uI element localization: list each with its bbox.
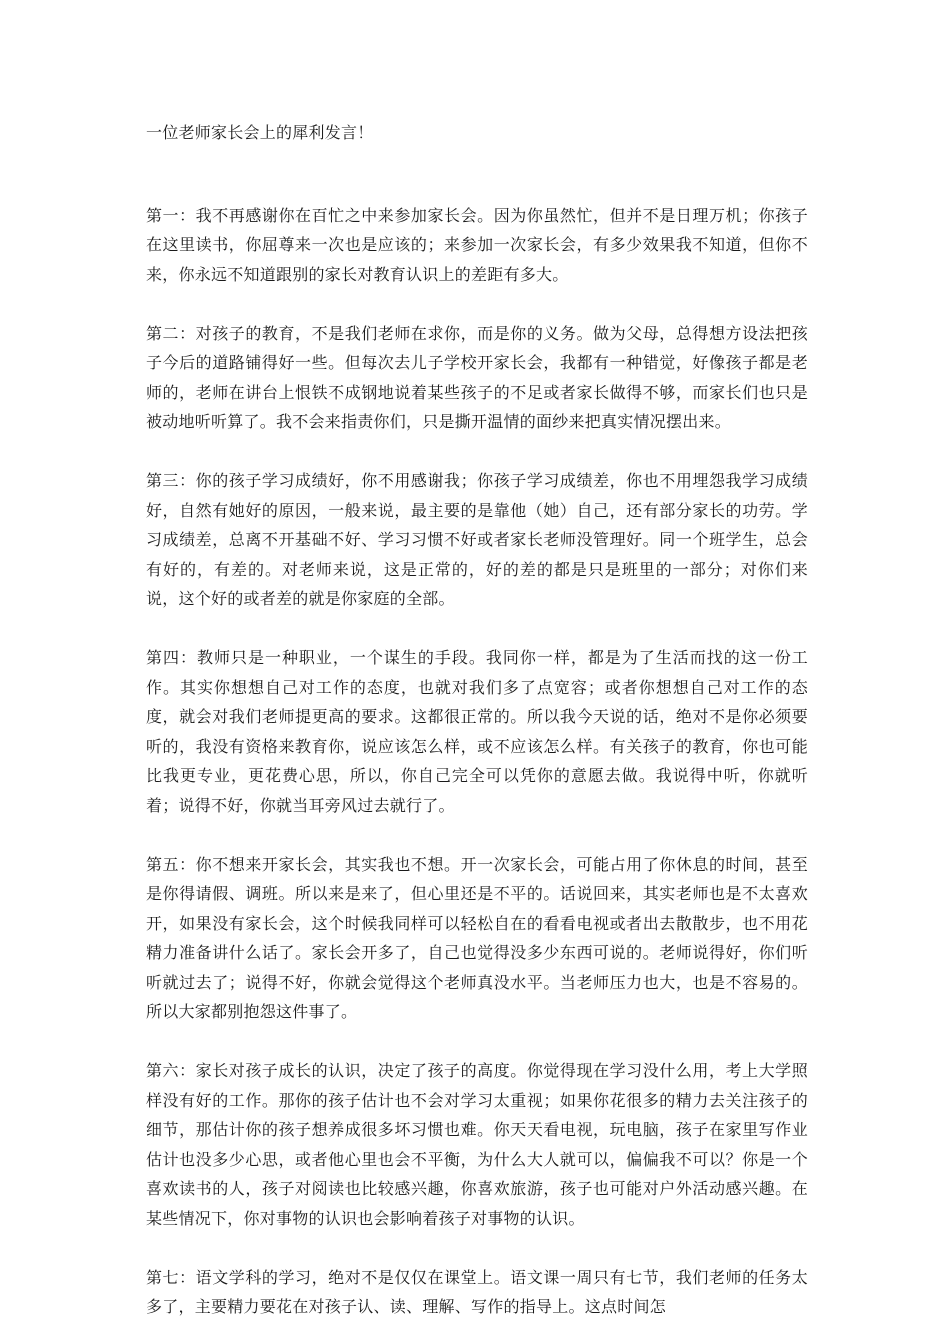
paragraph-6: 第六：家长对孩子成长的认识，决定了孩子的高度。你觉得现在学习没什么用，考上大学照样没有好的工作。那你的孩子估计也不会对学习太重视；如果你花很多的精力去关注孩子的细节，那估计你的孩子想养成很多坏习惯也难。你天天看电视，玩电脑，孩子在家里写作业估计也没多少心思，或者他心里也会不平衡，为什么大人就可以，偏偏我不可以？你是一个喜欢读书的人，孩子对阅读也比较感兴趣，你喜欢旅游，孩子也可能对户外活动感兴趣。在某些情况下，你对事物的认识也会影响着孩子对事物的认识。 [146, 1061, 808, 1228]
paragraph-5: 第五：你不想来开家长会，其实我也不想。开一次家长会，可能占用了你休息的时间，甚至是你得请假、调班。所以来是来了，但心里还是不平的。话说回来，其实老师也是不太喜欢开，如果没有家长会，这个时候我同样可以轻松自在的看看电视或者出去散散步，也不用花精力准备讲什么话了。家长会开多了，自己也觉得没多少东西可说的。老师说得好，你们听听就过去了；说得不好，你就会觉得这个老师真没水平。当老师压力也大，也是不容易的。所以大家都别抱怨这件事了。 [146, 854, 808, 1021]
paragraph-7: 第七：语文学科的学习，绝对不是仅仅在课堂上。语文课一周只有七节，我们老师的任务太多了，主要精力要花在对孩子认、读、理解、写作的指导上。这点时间怎 [146, 1267, 808, 1316]
paragraph-2: 第二：对孩子的教育，不是我们老师在求你，而是你的义务。做为父母，总得想方设法把孩子今后的道路铺得好一些。但每次去儿子学校开家长会，我都有一种错觉，好像孩子都是老师的，老师在讲台上恨铁不成钢地说着某些孩子的不足或者家长做得不够，而家长们也只是被动地听听算了。我不会来指责你们，只是撕开温情的面纱来把真实情况摆出来。 [146, 323, 808, 431]
paragraph-4: 第四：教师只是一种职业，一个谋生的手段。我同你一样，都是为了生活而找的这一份工作。其实你想想自己对工作的态度，也就对我们多了点宽容；或者你想想自己对工作的态度，就会对我们老师提更高的要求。这都很正常的。所以我今天说的话，绝对不是你必须要听的，我没有资格来教育你，说应该怎么样，或不应该怎么样。有关孩子的教育，你也可能比我更专业，更花费心思，所以，你自己完全可以凭你的意愿去做。我说得中听，你就听着；说得不好，你就当耳旁风过去就行了。 [146, 648, 808, 815]
paragraph-1: 第一：我不再感谢你在百忙之中来参加家长会。因为你虽然忙，但并不是日理万机；你孩子在这里读书，你屈尊来一次也是应该的；来参加一次家长会，有多少效果我不知道，但你不来，你永远不知道跟别的家长对教育认识上的差距有多大。 [146, 205, 808, 284]
document-title: 一位老师家长会上的犀利发言！ [146, 123, 374, 142]
paragraph-3: 第三：你的孩子学习成绩好，你不用感谢我；你孩子学习成绩差，你也不用埋怨我学习成绩好，自然有她好的原因，一般来说，最主要的是靠他（她）自己，还有部分家长的功劳。学习成绩差，总离不开基础不好、学习习惯不好或者家长老师没管理好。同一个班学生，总会有好的，有差的。对老师来说，这是正常的，好的差的都是只是班里的一部分；对你们来说，这个好的或者差的就是你家庭的全部。 [146, 471, 808, 608]
document-body [146, 118, 808, 1322]
